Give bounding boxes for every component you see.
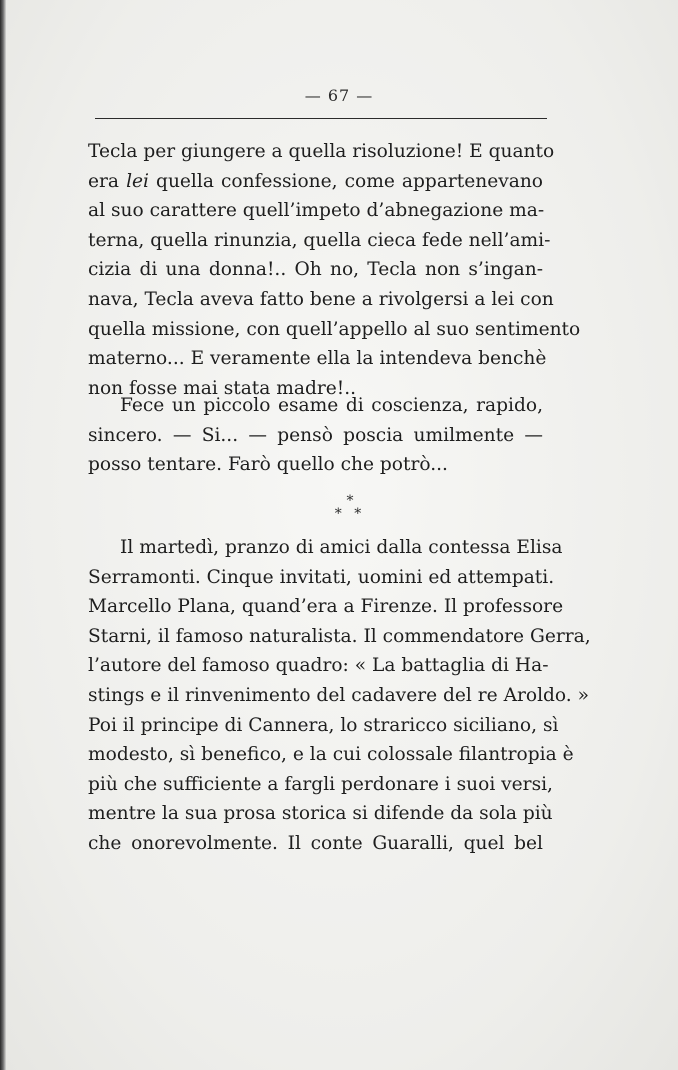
separator-asterisks-bottom: * * xyxy=(334,506,366,522)
text-line: terna, quella rinunzia, quella cieca fede nell’ami- xyxy=(88,229,551,251)
text-line: Starni, il famoso naturalista. Il commendatore Gerra, xyxy=(88,625,591,647)
page-number: — 67 — xyxy=(304,86,374,105)
paragraph-3 xyxy=(88,533,591,859)
text-line: mentre la sua prosa storica si difende da sola più xyxy=(88,803,553,825)
text-line: nava, Tecla aveva fatto bene a rivolgersi a lei con xyxy=(88,288,554,310)
text-line: Serramonti. Cinque invitati, uomini ed attempati. xyxy=(88,566,555,588)
text-line: Fece un piccolo esame di coscienza, rapido, xyxy=(120,395,543,416)
text-line: l’autore del famoso quadro: « La battaglia di Ha- xyxy=(88,655,549,677)
paragraph-2 xyxy=(88,391,543,480)
text-line: Il martedì, pranzo di amici dalla contessa Elisa xyxy=(120,537,563,558)
text-line: posso tentare. Farò quello che potrò... xyxy=(88,454,448,476)
section-separator xyxy=(0,495,678,521)
separator-asterisk-top: * xyxy=(346,493,354,509)
binding-edge xyxy=(0,0,6,1070)
text-line: quella missione, con quell’appello al suo sentimento xyxy=(88,318,581,340)
text-line: Marcello Plana, quand’era a Firenze. Il professore xyxy=(88,596,564,618)
text-line: Poi il principe di Cannera, lo straricco siciliano, sì xyxy=(88,714,559,736)
text-line: Tecla per giungere a quella risoluzione! E quanto xyxy=(88,141,555,162)
text-line: al suo carattere quell’impeto d’abnegazione ma- xyxy=(88,200,545,222)
text-line: non fosse mai stata madre!.. xyxy=(88,377,357,399)
italic-word: lei xyxy=(126,170,149,192)
header-rule xyxy=(95,118,547,119)
text-line: stings e il rinvenimento del cadavere del re Aroldo. » xyxy=(88,684,589,706)
text-line: sincero. — Si... — pensò poscia umilmente — xyxy=(88,424,543,446)
text-line: materno... E veramente ella la intendeva benchè xyxy=(88,348,547,370)
text-line: che onorevolmente. Il conte Guaralli, quel bel xyxy=(88,832,543,854)
text-line: modesto, sì benefico, e la cui colossale filantropia è xyxy=(88,744,574,766)
text-line: cizia di una donna!.. Oh no, Tecla non s’ingan- xyxy=(88,259,543,281)
text-fragment: quella confessione, come appartenevano xyxy=(156,170,544,192)
paragraph-1 xyxy=(88,137,581,403)
text-word: era xyxy=(88,170,119,192)
text-line xyxy=(88,167,543,197)
text-line: più che sufficiente a fargli perdonare i suoi versi, xyxy=(88,773,553,795)
